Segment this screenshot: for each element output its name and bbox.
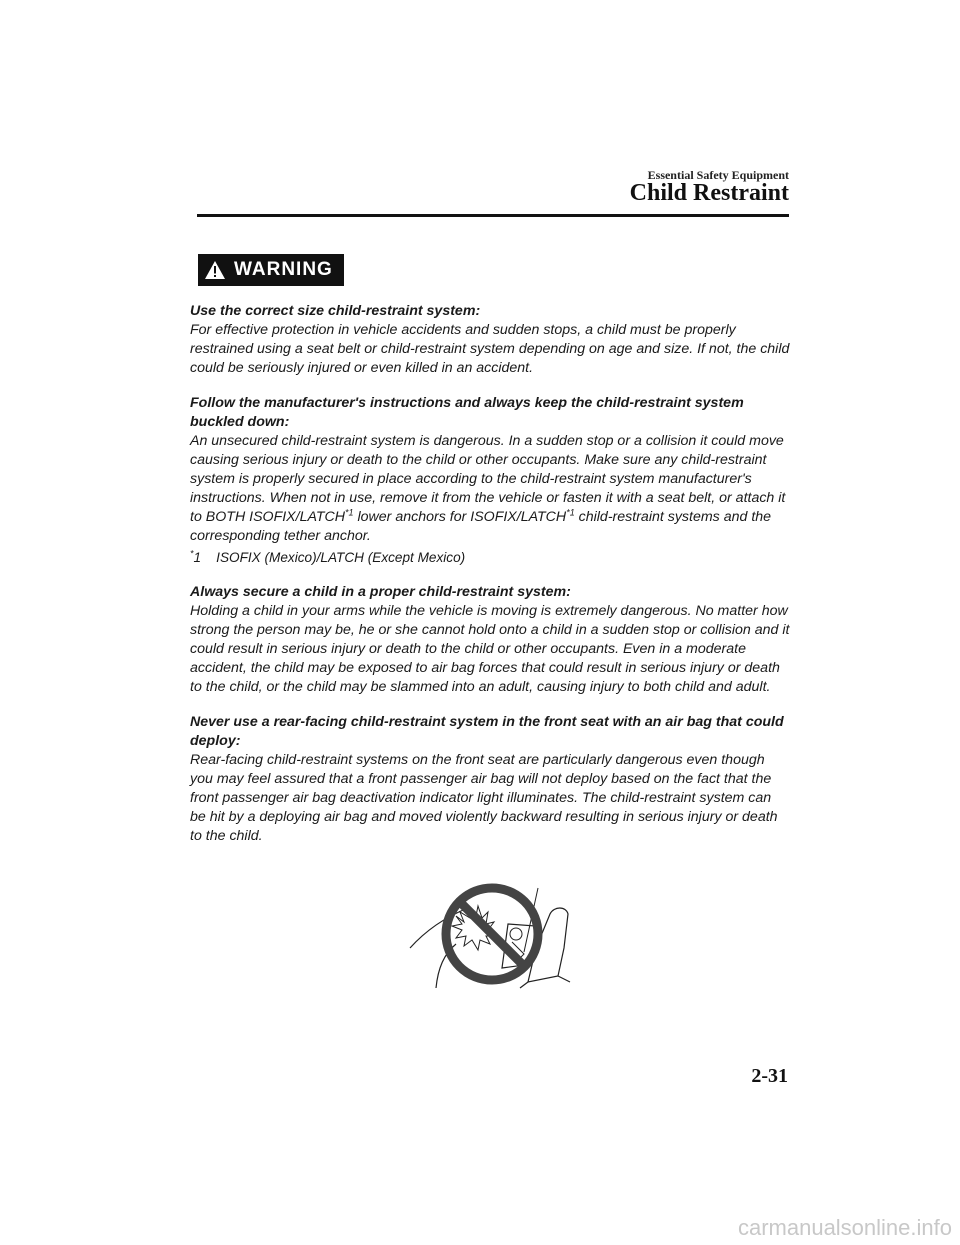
paragraph-heading: Use the correct size child-restraint system: — [190, 303, 481, 319]
page-number: 2-31 — [751, 1065, 788, 1087]
warning-badge — [198, 254, 344, 286]
paragraph-4 — [190, 713, 790, 846]
paragraph-body: Holding a child in your arms while the vehicle is moving is extremely dangerous. No matter how strong the person may be, he or she cannot hold onto a child in a sudden stop or collision and it could result in serious injury or death to the child or other occupants. Even in a moderate accident, the child may be exposed to air bag forces that could result in serious injury or death to the child, or the child may be slammed into an adult, causing injury to both child and adult. — [190, 603, 790, 695]
paragraph-3 — [190, 583, 790, 697]
warning-triangle-icon — [204, 260, 226, 280]
body-text: lower anchors for ISOFIX/LATCH — [353, 509, 567, 525]
paragraph-heading: Never use a rear-facing child-restraint system in the front seat with an air bag that could deploy: — [190, 714, 784, 749]
footnote-mark: *1 — [566, 507, 575, 518]
header-rule — [197, 214, 789, 217]
paragraph-heading: Always secure a child in a proper child-restraint system: — [190, 584, 571, 600]
footnote-text: 1 ISOFIX (Mexico)/LATCH (Except Mexico) — [193, 550, 466, 565]
paragraph-body: Rear-facing child-restraint systems on the front seat are particularly dangerous even though you may feel assured that a front passenger air bag will not deploy based on the fact that the front passenger air bag deactivation indicator light illuminates. The child-restraint system can be hit by a deploying air bag and moved violently backward resulting in serious injury or death to the child. — [190, 752, 778, 844]
paragraph-body — [190, 432, 790, 546]
body-text: An unsecured child-restraint system is dangerous. In a sudden stop or a collision it could move causing serious injury or death to the child or other occupants. Make sure any child-restraint system is properly secured in place according to the child-restraint system manufacturer's instructions. When not in use, remove it from the vehicle or fasten it with a seat belt, or attach it to BOTH ISOFIX/LATCH — [190, 433, 786, 525]
page-title: Child Restraint — [629, 180, 789, 206]
footnote-mark: *1 — [345, 507, 354, 518]
warning-label: WARNING — [234, 259, 333, 280]
footnote-star: * — [190, 548, 194, 559]
paragraph-heading: Follow the manufacturer's instructions and always keep the child-restraint system buckled down: — [190, 395, 744, 430]
paragraph-2 — [190, 394, 790, 567]
paragraph-1 — [190, 302, 790, 378]
paragraph-body: For effective protection in vehicle accidents and sudden stops, a child must be properly restrained using a seat belt or child-restraint system depending on age and size. If not, the child could be seriously injured or even killed in an accident. — [190, 322, 790, 376]
footnote — [190, 548, 790, 567]
section-label: Essential Safety Equipment — [647, 168, 789, 182]
warning-content — [190, 302, 790, 862]
watermark: carmanualsonline.info — [737, 1215, 952, 1240]
body-text: child-restraint systems and the corresponding tether anchor. — [190, 509, 772, 544]
no-rear-facing-seat-airbag-icon — [408, 878, 580, 990]
